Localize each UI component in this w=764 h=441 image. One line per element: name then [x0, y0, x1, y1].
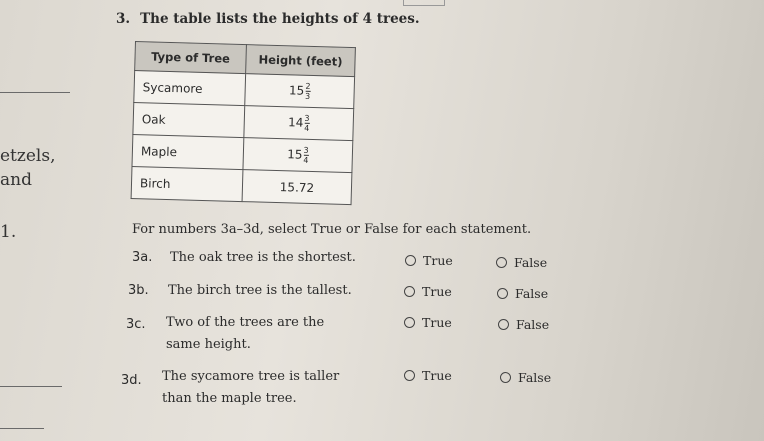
- question-label: 3c.: [126, 317, 146, 332]
- tree-heights-table: [131, 41, 356, 205]
- fraction-denominator: 3: [304, 91, 311, 101]
- option-label: True: [422, 315, 452, 330]
- margin-rule: [0, 386, 62, 387]
- option-label: True: [423, 253, 453, 268]
- height-cell: [244, 106, 354, 141]
- radio-icon[interactable]: [404, 370, 415, 381]
- false-option[interactable]: [498, 317, 549, 332]
- option-label: True: [422, 284, 452, 299]
- question-text: The birch tree is the tallest.: [168, 283, 352, 298]
- height-cell: [243, 138, 353, 173]
- question-text: Two of the trees are the same height.: [166, 315, 325, 352]
- option-label: False: [518, 370, 552, 385]
- question-text: The oak tree is the shortest.: [170, 250, 356, 265]
- tree-name-cell: Birch: [131, 166, 243, 201]
- table-row: [131, 166, 352, 204]
- margin-rule: [0, 92, 70, 93]
- height-fraction: [304, 114, 310, 133]
- true-option[interactable]: [404, 284, 452, 299]
- height-cell: [245, 74, 355, 109]
- true-option[interactable]: [404, 368, 452, 383]
- true-option[interactable]: [404, 315, 452, 330]
- true-option[interactable]: [405, 253, 453, 268]
- height-whole: 14: [287, 115, 304, 130]
- margin-rule: [0, 428, 44, 429]
- height-whole: 15: [287, 147, 303, 162]
- radio-icon[interactable]: [498, 319, 509, 330]
- margin-fragment: 1.: [0, 222, 17, 242]
- tree-name-cell: Maple: [132, 134, 244, 169]
- height-cell: 15.72: [242, 170, 352, 205]
- height-fraction: [303, 146, 309, 165]
- question-text: The sycamore tree is taller than the maple tree.: [162, 369, 340, 406]
- margin-fragment: and: [0, 170, 32, 190]
- fraction-numerator: 3: [304, 113, 310, 123]
- question-label: 3b.: [128, 283, 149, 298]
- fraction-numerator: 2: [305, 81, 311, 91]
- tree-name-cell: Sycamore: [134, 71, 246, 106]
- radio-icon[interactable]: [496, 257, 507, 268]
- false-option[interactable]: [497, 286, 548, 301]
- question-label: 3d.: [121, 373, 142, 388]
- instructions: For numbers 3a–3d, select True or False for each statement.: [132, 222, 532, 237]
- fraction-denominator: 4: [303, 155, 309, 165]
- option-label: True: [422, 368, 452, 383]
- tree-name-cell: Oak: [133, 102, 245, 137]
- radio-icon[interactable]: [404, 317, 415, 328]
- answer-box: [403, 0, 445, 6]
- false-option[interactable]: [496, 255, 547, 270]
- radio-icon[interactable]: [497, 288, 508, 299]
- fraction-numerator: 3: [303, 145, 309, 155]
- false-option[interactable]: [500, 370, 551, 385]
- problem-title: [116, 11, 420, 27]
- height-fraction: [305, 82, 311, 101]
- radio-icon[interactable]: [500, 372, 511, 383]
- problem-number: 3.: [116, 11, 131, 27]
- radio-icon[interactable]: [405, 255, 416, 266]
- option-label: False: [516, 317, 550, 332]
- option-label: False: [514, 255, 548, 270]
- option-label: False: [515, 286, 549, 301]
- radio-icon[interactable]: [404, 286, 415, 297]
- column-header-tree: Type of Tree: [135, 42, 247, 74]
- height-whole: 15: [288, 83, 305, 98]
- column-header-height: Height (feet): [246, 45, 356, 77]
- margin-fragment: etzels,: [0, 146, 56, 166]
- question-label: 3a.: [132, 250, 153, 265]
- problem-title-text: The table lists the heights of 4 trees.: [140, 11, 420, 27]
- fraction-denominator: 4: [304, 123, 310, 133]
